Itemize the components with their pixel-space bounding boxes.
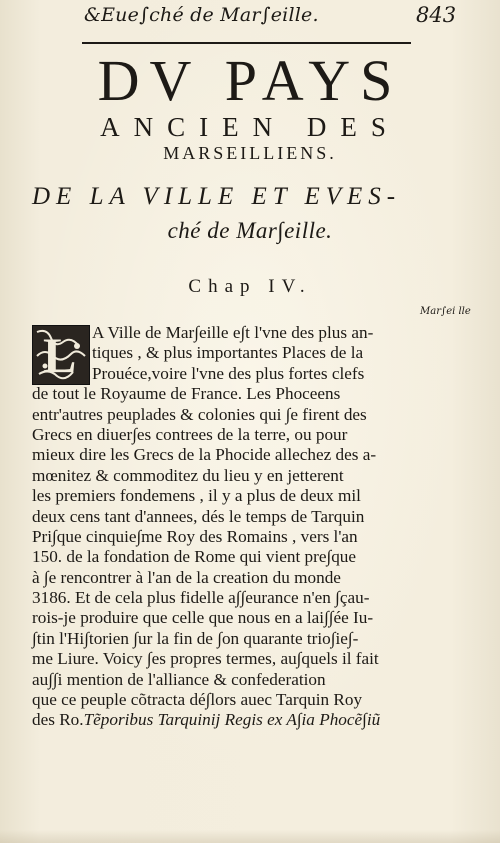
body-line: mieux dire les Grecs de la Phocide allechez des a- [32, 445, 377, 465]
initial-letter-glyph: L [43, 327, 77, 383]
body-line: tiques , & plus importantes Places de la [92, 343, 364, 363]
body-line: Grecs en diuer∫es contrees de la terre, ou pour [32, 424, 348, 444]
body-line: de tout le Royaume de France. Les Phoceens [32, 384, 341, 404]
body-line: deux cens tant d'annees, dés le temps de Tarquin [32, 506, 365, 526]
body-line-last-roman: des Ro. [32, 710, 84, 730]
page-number: 843 [416, 3, 457, 27]
body-line: Pri∫que cinquie∫me Roy des Romains , vers l'an [32, 526, 358, 546]
subtitle-line-1: DE LA VILLE ET EVES- [32, 183, 402, 210]
title-line-2: ANCIEN DES [100, 112, 400, 142]
body-line: Prouéce,voire l'vne des plus fortes clefs [92, 363, 365, 383]
title-line-3: MARSEILLIENS. [163, 143, 337, 163]
margin-note: Mar∫ei lle [420, 306, 471, 317]
body-line: rois-je produire que celle que nous en a lai∫∫ée Iu- [32, 608, 374, 628]
running-head: &Eue∫ché de Mar∫eille. [84, 4, 319, 26]
body-line: entr'autres peuplades & colonies qui ∫e firent des [32, 404, 367, 424]
page-bottom-shadow [0, 830, 500, 843]
body-line-last [32, 710, 412, 730]
body-line: 3186. Et de cela plus fidelle a∫∫eurance n'en ∫çau- [32, 588, 370, 608]
body-line: les premiers fondemens , il y a plus de deux mil [32, 486, 361, 506]
title-line-1: DV PAYS [97, 48, 403, 113]
body-line: à ∫e rencontrer à l'an de la creation du monde [32, 567, 341, 587]
chapter-heading: Chap IV. [188, 276, 312, 297]
body-text [32, 323, 412, 731]
body-line: au∫∫i mention de l'alliance & confederation [32, 669, 326, 689]
subtitle-line-2: ché de Mar∫eille. [167, 218, 333, 243]
body-line: que ce peuple cõtracta dé∫lors auec Tarquin Roy [32, 690, 363, 710]
body-line: 150. de la fondation de Rome qui vient pre∫que [32, 547, 357, 567]
header-rule [82, 42, 411, 44]
latin-quotation: Tẽporibus Tarquinij Regis ex A∫ia Phocẽ∫iũ [83, 710, 381, 730]
body-line: ∫tin l'Hi∫torien ∫ur la fin de ∫on quarante trio∫ie∫- [32, 628, 359, 648]
body-line: mœnitez & commoditez du lieu y en jetterent [32, 465, 344, 485]
body-line: A Ville de Mar∫eille e∫t l'vne des plus an- [92, 323, 374, 342]
body-line: me Liure. Voicy ∫es propres termes, au∫quels il fait [32, 649, 379, 669]
